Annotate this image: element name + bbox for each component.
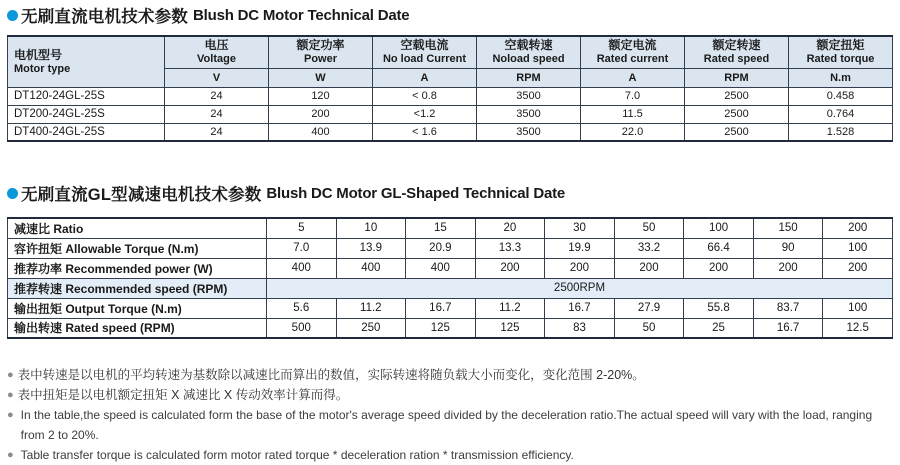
table-cell: 50 [614, 218, 684, 238]
table-cell: 12.5 [823, 318, 893, 338]
table-cell: 24 [165, 123, 269, 141]
table-cell: 16.7 [753, 318, 823, 338]
table-cell: 25 [684, 318, 754, 338]
column-header-motor-type [8, 36, 165, 87]
table-cell: <1.2 [373, 105, 477, 123]
table-cell: 7.0 [267, 238, 337, 258]
column-header-power [269, 36, 373, 68]
table-cell: 200 [475, 258, 545, 278]
table-row-output-speed [8, 318, 893, 338]
table-row-recommended-speed [8, 278, 893, 298]
column-header-noload-current [373, 36, 477, 68]
table-cell: 500 [267, 318, 337, 338]
table-cell: 200 [684, 258, 754, 278]
table-cell: 400 [406, 258, 476, 278]
header-zh: 额定功率 [296, 38, 345, 53]
table-cell: 11.2 [475, 298, 545, 318]
table-cell: 400 [269, 123, 373, 141]
motor-model-cell: DT200-24GL-25S [8, 105, 165, 123]
table-cell: 90 [753, 238, 823, 258]
table-cell: 3500 [477, 87, 581, 105]
table-cell: 19.9 [545, 238, 615, 258]
header-zh: 额定扭矩 [816, 38, 865, 53]
table-row-ratio [8, 218, 893, 238]
header-en: Power [303, 53, 337, 66]
header-en: Noload speed [492, 53, 565, 66]
row-label: 输出转速 Rated speed (RPM) [8, 318, 267, 338]
row-label: 推荐功率 Recommended power (W) [8, 258, 267, 278]
table-cell: 11.2 [336, 298, 406, 318]
table-cell: 150 [753, 218, 823, 238]
gear-motor-spec-table [7, 217, 893, 339]
table-cell: 24 [165, 87, 269, 105]
footnote-text: 表中转速是以电机的平均转速为基数除以减速比而算出的数值，实际转速将随负载大小而变化，变化范围 2-20%。 [17, 368, 645, 382]
section1-title-zh: 无刷直流电机技术参数 [21, 8, 188, 26]
column-header-rated-speed [685, 36, 789, 68]
table-cell: 125 [475, 318, 545, 338]
table-cell: 22.0 [581, 123, 685, 141]
table-cell: 200 [269, 105, 373, 123]
motor-model-cell: DT400-24GL-25S [8, 123, 165, 141]
gray-bullet-icon: ● [7, 409, 14, 421]
table-cell: < 0.8 [373, 87, 477, 105]
table-cell: 0.458 [789, 87, 893, 105]
table-cell: 7.0 [581, 87, 685, 105]
table-cell: 400 [336, 258, 406, 278]
section1-title [7, 4, 893, 26]
header-zh: 空载转速 [504, 38, 553, 53]
gray-bullet-icon: ● [7, 389, 14, 401]
footnotes [7, 365, 893, 465]
unit-cell: A [581, 68, 685, 87]
header-en: Rated current [596, 53, 669, 66]
unit-cell: RPM [685, 68, 789, 87]
header-zh: 电压 [204, 38, 229, 53]
table-cell: 16.7 [545, 298, 615, 318]
unit-cell: A [373, 68, 477, 87]
unit-cell: N.m [789, 68, 893, 87]
footnote-speed-zh [7, 365, 893, 385]
table-cell: 27.9 [614, 298, 684, 318]
gray-bullet-icon: ● [7, 369, 14, 381]
table-cell: < 1.6 [373, 123, 477, 141]
header-en: Rated speed [703, 53, 770, 66]
header-en: No load Current [382, 53, 467, 66]
header-en: Motor type [14, 62, 71, 75]
table-row [8, 105, 893, 123]
row-label: 减速比 Ratio [8, 218, 267, 238]
footnote-text: In the table,the speed is calculated form the base of the motor's average speed divided by the deceleration ratio.The actual speed will vary with the load, ranging from 2 to 20%. [20, 408, 873, 442]
column-header-noload-speed [477, 36, 581, 68]
header-en: Voltage [197, 53, 236, 66]
table-cell: 33.2 [614, 238, 684, 258]
section2-title [7, 182, 893, 204]
table-cell: 10 [336, 218, 406, 238]
section2-title-zh: 无刷直流GL型减速电机技术参数 [21, 186, 262, 204]
table-cell: 66.4 [684, 238, 754, 258]
table-cell: 24 [165, 105, 269, 123]
table-row-allowable-torque [8, 238, 893, 258]
table-cell: 2500 [685, 123, 789, 141]
column-header-rated-torque [789, 36, 893, 68]
header-en: Rated torque [806, 53, 875, 66]
row-label: 输出扭矩 Output Torque (N.m) [8, 298, 267, 318]
table-cell: 50 [614, 318, 684, 338]
table-cell: 16.7 [406, 298, 476, 318]
table-cell: 5.6 [267, 298, 337, 318]
motor-spec-table [7, 35, 893, 142]
unit-cell: V [165, 68, 269, 87]
table-cell: 1.528 [789, 123, 893, 141]
table-row-output-torque [8, 298, 893, 318]
table-cell: 120 [269, 87, 373, 105]
table-cell: 5 [267, 218, 337, 238]
table-cell: 200 [614, 258, 684, 278]
table-cell: 100 [684, 218, 754, 238]
table-row-recommended-power [8, 258, 893, 278]
section1-title-en: Blush DC Motor Technical Date [193, 6, 410, 24]
gray-bullet-icon: ● [7, 449, 14, 461]
table-header-row [8, 36, 893, 68]
table-cell: 83.7 [753, 298, 823, 318]
table-cell: 100 [823, 238, 893, 258]
table-cell: 2500 [685, 105, 789, 123]
table-cell: 13.3 [475, 238, 545, 258]
unit-cell: W [269, 68, 373, 87]
table-cell: 200 [545, 258, 615, 278]
table-cell: 200 [823, 218, 893, 238]
header-zh: 空载电流 [400, 38, 449, 53]
table-cell: 3500 [477, 105, 581, 123]
section2-title-en: Blush DC Motor GL-Shaped Technical Date [266, 184, 566, 202]
table-cell: 13.9 [336, 238, 406, 258]
footnote-text: Table transfer torque is calculated form motor rated torque * deceleration ration * transmission efficiency. [20, 448, 574, 462]
table-cell: 11.5 [581, 105, 685, 123]
table-cell: 15 [406, 218, 476, 238]
table-cell: 100 [823, 298, 893, 318]
table-cell: 20 [475, 218, 545, 238]
motor-model-cell: DT120-24GL-25S [8, 87, 165, 105]
merged-speed-cell: 2500RPM [267, 278, 893, 298]
header-zh: 额定转速 [712, 38, 761, 53]
footnote-torque-en [7, 445, 893, 465]
table-cell: 0.764 [789, 105, 893, 123]
unit-cell: RPM [477, 68, 581, 87]
table-cell: 83 [545, 318, 615, 338]
table-cell: 200 [823, 258, 893, 278]
table-cell: 200 [753, 258, 823, 278]
table-cell: 250 [336, 318, 406, 338]
table-row [8, 87, 893, 105]
table-cell: 55.8 [684, 298, 754, 318]
column-header-rated-current [581, 36, 685, 68]
table-cell: 400 [267, 258, 337, 278]
footnote-speed-en [7, 405, 893, 445]
table-row [8, 123, 893, 141]
blue-bullet-icon [7, 188, 18, 199]
header-zh: 额定电流 [608, 38, 657, 53]
row-label: 推荐转速 Recommended speed (RPM) [8, 278, 267, 298]
blue-bullet-icon [7, 10, 18, 21]
table-cell: 2500 [685, 87, 789, 105]
column-header-voltage [165, 36, 269, 68]
table-cell: 3500 [477, 123, 581, 141]
header-zh: 电机型号 [14, 47, 63, 62]
table-cell: 20.9 [406, 238, 476, 258]
table-cell: 30 [545, 218, 615, 238]
row-label: 容许扭矩 Allowable Torque (N.m) [8, 238, 267, 258]
table-cell: 125 [406, 318, 476, 338]
footnote-torque-zh [7, 385, 893, 405]
footnote-text: 表中扭矩是以电机额定扭矩 X 减速比 X 传动效率计算而得。 [17, 388, 349, 402]
